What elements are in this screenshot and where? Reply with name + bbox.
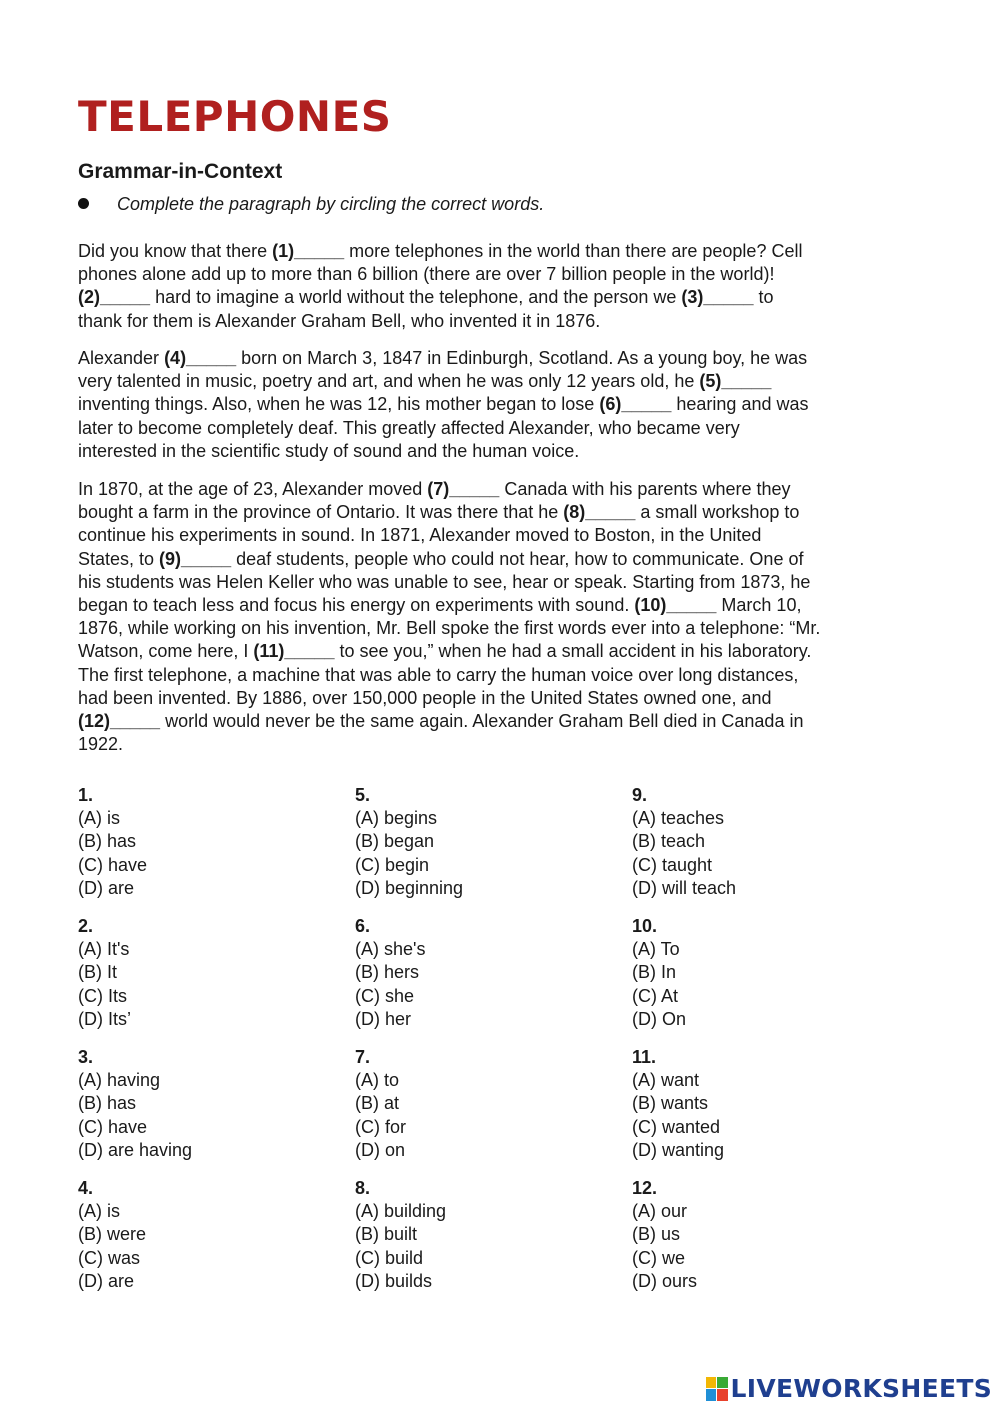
answer-option[interactable]: (B) teach: [632, 831, 706, 852]
answer-option[interactable]: (A) she's: [355, 939, 426, 960]
answer-option[interactable]: (B) has: [78, 831, 137, 852]
paragraph-text: later to become completely deaf. This greatly affected Alexander, who became very: [78, 417, 740, 438]
paragraph-line: [78, 733, 918, 756]
paragraph-text: interested in the scientific study of sound and the human voice.: [78, 440, 580, 461]
answer-option[interactable]: (C) wanted: [632, 1116, 721, 1137]
answer-option[interactable]: (B) us: [632, 1224, 681, 1245]
answer-option[interactable]: (C) At: [632, 985, 679, 1006]
paragraph-text: continue his experiments in sound. In 1871, Alexander moved to Boston, in the United: [78, 525, 762, 546]
paragraph-text: deaf students, people who could not hear, how to communicate. One of: [231, 548, 804, 569]
paragraph-line: [78, 501, 918, 524]
answer-option[interactable]: (B) began: [355, 831, 435, 852]
answer-option[interactable]: (A) is: [78, 1201, 120, 1222]
paragraph-line: [78, 347, 918, 370]
paragraph-line: [78, 263, 918, 286]
liveworksheets-logo-icon: [706, 1377, 728, 1401]
answer-option[interactable]: (A) to: [355, 1070, 400, 1091]
answer-option[interactable]: (A) It's: [78, 939, 130, 960]
answer-option[interactable]: (D) wanting: [632, 1139, 725, 1160]
question-block: [78, 915, 131, 1031]
question-block: [632, 915, 686, 1031]
paragraph-text: a small workshop to: [635, 502, 800, 523]
answer-option[interactable]: (D) will teach: [632, 877, 737, 898]
question-number: 12.: [632, 1178, 658, 1198]
answer-option[interactable]: (A) is: [78, 808, 120, 829]
answer-option[interactable]: (B) at: [355, 1093, 400, 1114]
paragraph-text: March 10,: [716, 595, 802, 616]
paragraph-2: [78, 347, 918, 463]
paragraph-text: In 1870, at the age of 23, Alexander moved: [78, 479, 428, 499]
answer-option[interactable]: (C) have: [78, 1116, 148, 1137]
paragraph-line: [78, 286, 918, 309]
answer-option[interactable]: (C) for: [355, 1116, 406, 1137]
blank-marker: (2)_____: [78, 287, 151, 308]
question-number: 8.: [355, 1178, 371, 1198]
answer-option[interactable]: (C) begin: [355, 854, 430, 875]
paragraph-text: bought a farm in the province of Ontario. It was there that he: [78, 502, 564, 523]
paragraph-text: States, to: [78, 548, 160, 569]
paragraph-text: The first telephone, a machine that was able to carry the human voice over long distances,: [78, 664, 799, 685]
blank-marker: (11)_____: [253, 641, 335, 662]
answer-option[interactable]: (A) want: [632, 1070, 700, 1091]
question-number: 3.: [78, 1047, 94, 1067]
paragraph-text: 1876, while working on his invention, Mr. Bell spoke the first words ever into a telephone: “Mr.: [78, 618, 821, 639]
answer-option[interactable]: (D) builds: [355, 1270, 433, 1291]
paragraph-line: [78, 240, 918, 263]
instruction-text: Complete the paragraph by circling the correct words.: [117, 194, 545, 214]
paragraph-3: [78, 478, 918, 756]
blank-marker: (10)_____: [634, 595, 717, 616]
answer-option[interactable]: (A) teaches: [632, 808, 725, 829]
blank-marker: (7)_____: [427, 479, 500, 499]
paragraph-line: [78, 524, 918, 547]
answer-option[interactable]: (C) have: [78, 854, 148, 875]
worksheet-title: TELEPHONES: [78, 92, 392, 141]
paragraph-line: [78, 417, 918, 440]
question-number: 2.: [78, 916, 94, 936]
blank-marker: (1)_____: [272, 241, 345, 261]
paragraph-text: phones alone add up to more than 6 billion (there are over 7 billion people in the world)!: [78, 264, 775, 285]
question-number: 5.: [355, 785, 371, 805]
worksheet-subtitle: Grammar-in-Context: [78, 160, 283, 183]
blank-marker: (4)_____: [164, 348, 237, 368]
answer-option[interactable]: (A) having: [78, 1070, 161, 1091]
answer-option[interactable]: (B) It: [78, 962, 117, 983]
paragraph-line: [78, 370, 918, 393]
brand-text: LIVEWORKSHEETS: [730, 1374, 992, 1403]
blank-marker: (5)_____: [699, 371, 772, 392]
paragraph-line: [78, 440, 918, 463]
blank-marker: (3)_____: [681, 287, 754, 308]
answer-option[interactable]: (B) hers: [355, 962, 420, 983]
answer-option[interactable]: (B) were: [78, 1224, 147, 1245]
paragraph-text: thank for them is Alexander Graham Bell, who invented it in 1876.: [78, 310, 601, 331]
question-number: 9.: [632, 785, 648, 805]
answer-option[interactable]: (A) our: [632, 1201, 688, 1222]
paragraph-text: Watson, come here, I: [78, 641, 254, 662]
question-number: 11.: [632, 1047, 657, 1067]
paragraph-1: [78, 240, 918, 333]
answer-option[interactable]: (B) In: [632, 962, 677, 983]
answer-option[interactable]: (B) built: [355, 1224, 418, 1245]
question-number: 10.: [632, 916, 658, 936]
paragraph-text: inventing things. Also, when he was 12, his mother began to lose: [78, 394, 600, 415]
question-block: [355, 915, 425, 1031]
instruction: [78, 194, 544, 215]
paragraph-line: [78, 594, 918, 617]
question-block: [355, 1046, 406, 1162]
answer-option[interactable]: (C) we: [632, 1247, 685, 1268]
paragraph-text: had been invented. By 1886, over 150,000 people in the United States owned one, and: [78, 687, 772, 708]
paragraph-text: world would never be the same again. Alexander Graham Bell died in Canada in: [160, 711, 804, 732]
paragraph-line: [78, 478, 918, 501]
answer-option[interactable]: (A) building: [355, 1201, 447, 1222]
question-number: 6.: [355, 916, 371, 936]
paragraph-text: born on March 3, 1847 in Edinburgh, Scotland. As a young boy, he was: [236, 348, 808, 368]
paragraph-text: Alexander: [78, 348, 165, 368]
paragraph-line: [78, 310, 918, 333]
answer-option[interactable]: (D) On: [632, 1008, 686, 1029]
paragraph-text: hard to imagine a world without the telephone, and the person we: [150, 287, 682, 308]
answer-option[interactable]: (D) are having: [78, 1139, 193, 1160]
answer-option[interactable]: (A) begins: [355, 808, 438, 829]
answer-option[interactable]: (D) beginning: [355, 877, 464, 898]
paragraph-text: more telephones in the world than there are people? Cell: [344, 241, 803, 261]
answer-option[interactable]: (C) build: [355, 1247, 424, 1268]
answer-option[interactable]: (D) are: [78, 877, 135, 898]
paragraph-line: [78, 640, 918, 663]
paragraph-text: his students was Helen Keller who was unable to see, hear or speak. Starting from 1873, he: [78, 571, 811, 592]
answer-option[interactable]: (C) was: [78, 1247, 140, 1268]
question-number: 4.: [78, 1178, 94, 1198]
answer-option[interactable]: (D) are: [78, 1270, 135, 1291]
answer-option[interactable]: (D) her: [355, 1008, 412, 1029]
question-block: [355, 1177, 446, 1293]
question-block: [78, 1177, 146, 1293]
paragraph-text: 1922.: [78, 734, 124, 755]
paragraph-text: Did you know that there: [78, 241, 273, 261]
answer-option[interactable]: (C) Its: [78, 985, 127, 1006]
question-number: 1.: [78, 785, 94, 805]
answer-option[interactable]: (D) on: [355, 1139, 406, 1160]
question-block: [632, 1046, 724, 1162]
paragraph-line: [78, 548, 918, 571]
answer-option[interactable]: (B) wants: [632, 1093, 709, 1114]
question-number: 7.: [355, 1047, 371, 1067]
paragraph-line: [78, 571, 918, 594]
blank-marker: (6)_____: [599, 394, 672, 415]
answer-option[interactable]: (C) she: [355, 985, 415, 1006]
bullet-icon: [78, 198, 89, 209]
paragraph-text: began to teach less and focus his energy on experiments with sound.: [78, 595, 635, 616]
question-block: [632, 784, 736, 900]
paragraph-text: Canada with his parents where they: [499, 479, 791, 499]
blank-marker: (8)_____: [563, 502, 636, 523]
paragraph-line: [78, 710, 918, 733]
paragraph-line: [78, 664, 918, 687]
question-block: [355, 784, 463, 900]
answer-option[interactable]: (D) Its’: [78, 1008, 131, 1029]
question-block: [78, 1046, 192, 1162]
paragraph-text: to: [753, 287, 774, 308]
question-block: [78, 784, 147, 900]
answer-option[interactable]: (A) To: [632, 939, 680, 960]
answer-option[interactable]: (D) ours: [632, 1270, 698, 1291]
paragraph-text: hearing and was: [671, 394, 809, 415]
paragraph-line: [78, 617, 918, 640]
blank-marker: (9)_____: [159, 548, 232, 569]
paragraph-line: [78, 393, 918, 416]
liveworksheets-brand: [706, 1374, 992, 1403]
answer-option[interactable]: (C) taught: [632, 854, 713, 875]
question-block: [632, 1177, 697, 1293]
paragraph-line: [78, 687, 918, 710]
paragraph-text: very talented in music, poetry and art, and when he was only 12 years old, he: [78, 371, 700, 392]
blank-marker: (12)_____: [78, 711, 161, 732]
answer-option[interactable]: (B) has: [78, 1093, 137, 1114]
paragraph-text: to see you,” when he had a small accident in his laboratory.: [334, 641, 812, 662]
